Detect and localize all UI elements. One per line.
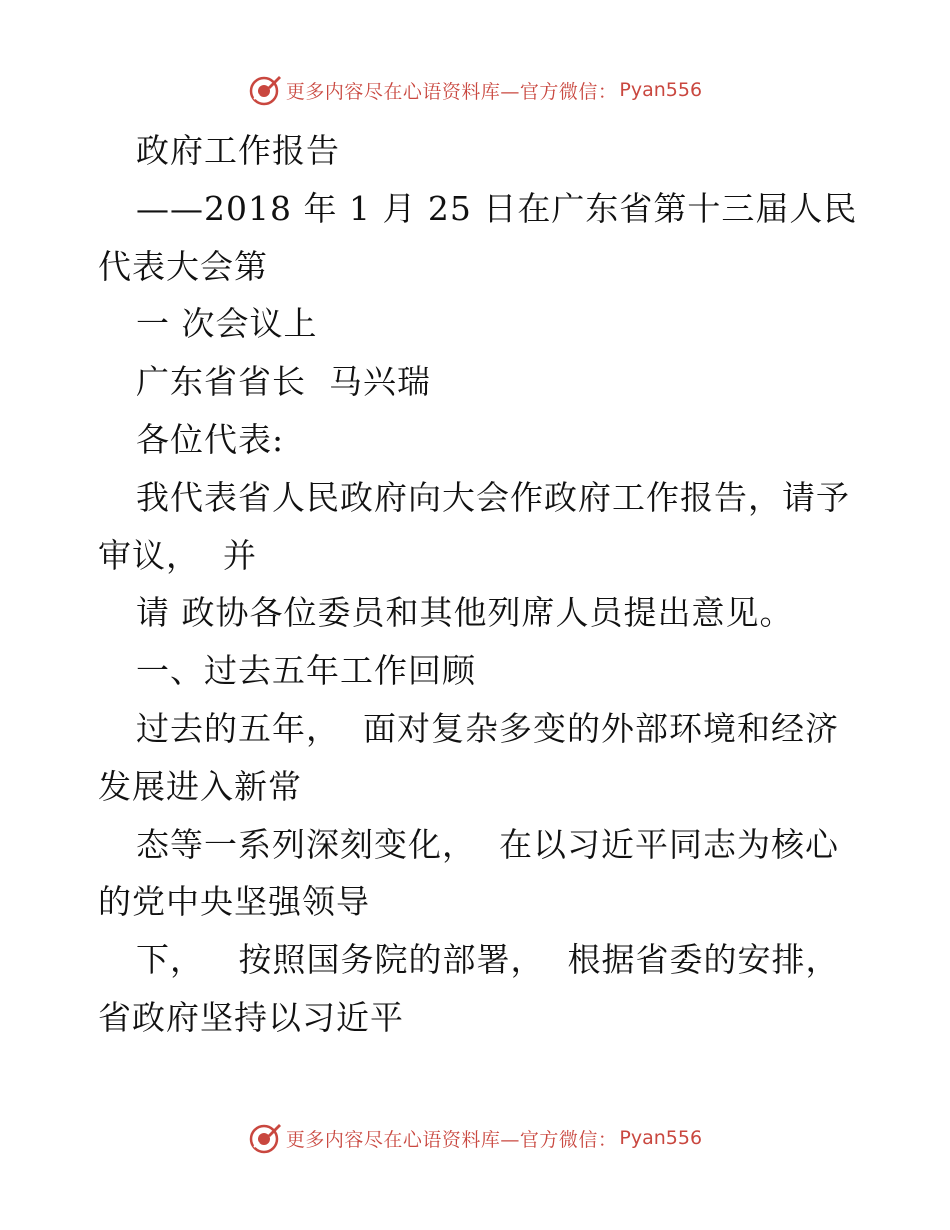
pen-logo-icon bbox=[248, 1121, 282, 1155]
watermark-text: 更多内容尽在心语资料库—官方微信： bbox=[285, 1128, 618, 1151]
doc-title: 政府工作报告 bbox=[136, 131, 340, 170]
document-body bbox=[98, 122, 858, 1047]
paragraph-line: 态等一系列深刻变化， 在以习近平同志为核心 bbox=[136, 824, 839, 864]
doc-subtitle-line: 代表大会第 bbox=[98, 246, 268, 286]
paragraph-line: 发展进入新常 bbox=[98, 766, 302, 806]
paragraph-line: 请 政协各位委员和其他列席人员提出意见。 bbox=[136, 593, 794, 633]
header-watermark bbox=[0, 72, 950, 108]
doc-author: 广东省省长 马兴瑞 bbox=[136, 362, 431, 402]
paragraph-line: 过去的五年， 面对复杂多变的外部环境和经济 bbox=[136, 708, 839, 748]
watermark-wechat-id: Pyan556 bbox=[619, 79, 703, 101]
doc-subtitle-line: ——2018 年 1 月 25 日在广东省第十三届人民 bbox=[136, 188, 858, 228]
paragraph-line: 的党中央坚强领导 bbox=[98, 882, 370, 922]
paragraph-line: 省政府坚持以习近平 bbox=[98, 997, 404, 1037]
watermark-text: 更多内容尽在心语资料库—官方微信： bbox=[285, 80, 618, 103]
paragraph-line: 我代表省人民政府向大会作政府工作报告，请予 bbox=[136, 477, 850, 517]
watermark-wechat-id: Pyan556 bbox=[619, 1127, 703, 1149]
footer-watermark bbox=[0, 1120, 950, 1156]
doc-subtitle-line: 一 次会议上 bbox=[136, 304, 318, 344]
paragraph-line: 审议， 并 bbox=[98, 535, 257, 575]
section-heading: 一、过去五年工作回顾 bbox=[136, 651, 476, 691]
pen-logo-icon bbox=[248, 73, 282, 107]
paragraph-line: 下， 按照国务院的部署， 根据省委的安排， bbox=[136, 940, 840, 980]
doc-salutation: 各位代表: bbox=[136, 419, 285, 459]
